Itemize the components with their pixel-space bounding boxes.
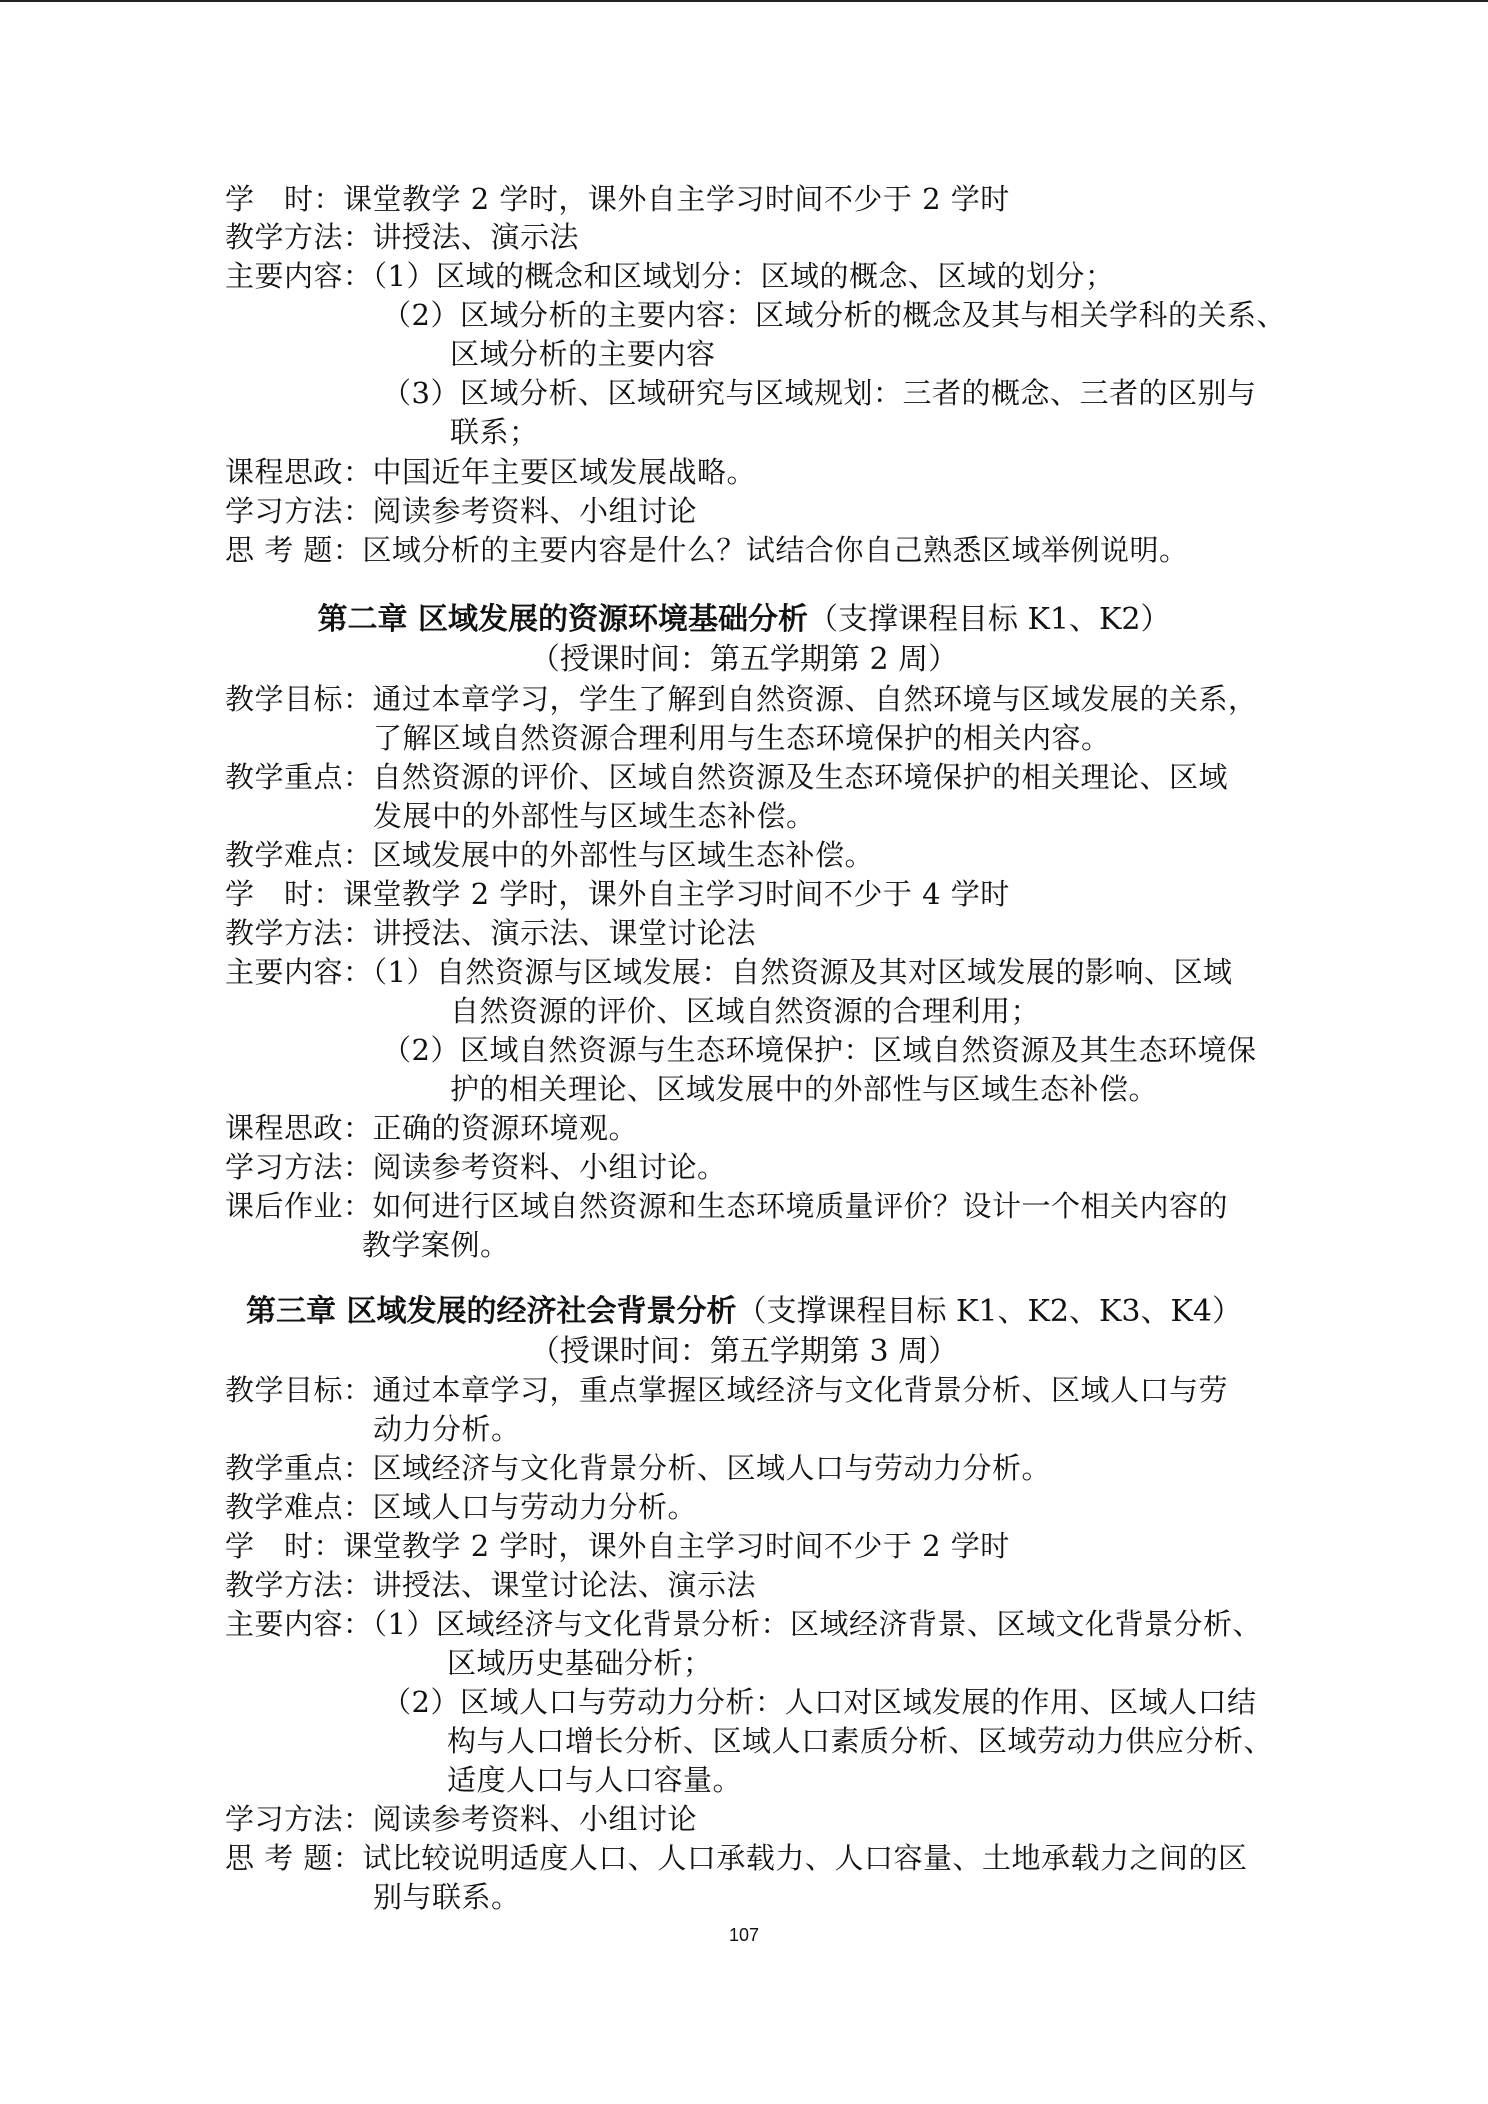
ch2-homework-cont: 教学案例。 — [362, 1228, 510, 1262]
chapter-3-heading — [0, 1292, 1488, 1332]
ch2-key: 教学重点：自然资源的评价、区域自然资源及生态环境保护的相关理论、区域 — [225, 760, 1229, 794]
ch2-content-line: 护的相关理论、区域发展中的外部性与区域生态补偿。 — [450, 1072, 1159, 1106]
ch3-goal: 教学目标：通过本章学习，重点掌握区域经济与文化背景分析、区域人口与劳 — [225, 1373, 1229, 1407]
chapter-2-title: 第二章 区域发展的资源环境基础分析 — [317, 602, 808, 637]
ch2-goal-cont: 了解区域自然资源合理利用与生态环境保护的相关内容。 — [373, 721, 1111, 755]
ch1-question: 思 考 题：区域分析的主要内容是什么？试结合你自己熟悉区域举例说明。 — [225, 533, 1189, 567]
ch2-ideology: 课程思政：正确的资源环境观。 — [225, 1111, 639, 1145]
ch3-study: 学习方法：阅读参考资料、小组讨论 — [225, 1802, 698, 1836]
ch2-homework: 课后作业：如何进行区域自然资源和生态环境质量评价？设计一个相关内容的 — [225, 1189, 1229, 1223]
ch2-study: 学习方法：阅读参考资料、小组讨论。 — [225, 1150, 727, 1184]
ch3-content-line: 主要内容：（1）区域经济与文化背景分析：区域经济背景、区域文化背景分析、 — [225, 1607, 1262, 1641]
ch1-study: 学习方法：阅读参考资料、小组讨论 — [225, 494, 698, 528]
ch1-hours: 学 时：课堂教学 2 学时，课外自主学习时间不少于 2 学时 — [225, 182, 1010, 216]
ch3-content-line: 适度人口与人口容量。 — [447, 1763, 743, 1797]
chapter-3-title: 第三章 区域发展的经济社会背景分析 — [246, 1294, 737, 1329]
ch3-question: 思 考 题：试比较说明适度人口、人口承载力、人口容量、土地承载力之间的区 — [225, 1841, 1248, 1875]
ch3-content-line: 区域历史基础分析； — [447, 1646, 713, 1680]
ch2-content-line: （2）区域自然资源与生态环境保护：区域自然资源及其生态环境保 — [382, 1033, 1257, 1067]
ch3-content-line: 构与人口增长分析、区域人口素质分析、区域劳动力供应分析、 — [447, 1724, 1274, 1758]
ch3-content-line: （2）区域人口与劳动力分析：人口对区域发展的作用、区域人口结 — [382, 1685, 1257, 1719]
page-number: 107 — [728, 1925, 760, 1945]
chapter-3-time: （授课时间：第五学期第 3 周） — [529, 1334, 959, 1369]
ch2-method: 教学方法：讲授法、演示法、课堂讨论法 — [225, 916, 757, 950]
chapter-3-objectives: （支撑课程目标 K1、K2、K3、K4） — [736, 1294, 1242, 1329]
ch2-difficulty: 教学难点：区域发展中的外部性与区域生态补偿。 — [225, 838, 875, 872]
ch3-goal-cont: 动力分析。 — [373, 1412, 521, 1446]
ch1-content-line: 区域分析的主要内容 — [450, 337, 716, 371]
ch2-content-line: 主要内容：（1）自然资源与区域发展：自然资源及其对区域发展的影响、区域 — [225, 955, 1233, 989]
ch2-content-line: 自然资源的评价、区域自然资源的合理利用； — [450, 994, 1041, 1028]
ch1-content-line: 联系； — [450, 415, 539, 449]
ch1-content-line: （3）区域分析、区域研究与区域规划：三者的概念、三者的区别与 — [382, 376, 1257, 410]
ch1-ideology: 课程思政：中国近年主要区域发展战略。 — [225, 455, 757, 489]
ch2-key-cont: 发展中的外部性与区域生态补偿。 — [373, 799, 816, 833]
ch3-hours: 学 时：课堂教学 2 学时，课外自主学习时间不少于 2 学时 — [225, 1529, 1010, 1563]
ch2-goal: 教学目标：通过本章学习，学生了解到自然资源、自然环境与区域发展的关系， — [225, 682, 1258, 716]
chapter-2-time: （授课时间：第五学期第 2 周） — [529, 642, 959, 677]
ch3-question-cont: 别与联系。 — [373, 1880, 521, 1914]
ch3-difficulty: 教学难点：区域人口与劳动力分析。 — [225, 1490, 698, 1524]
ch2-hours: 学 时：课堂教学 2 学时，课外自主学习时间不少于 4 学时 — [225, 877, 1010, 911]
ch1-method: 教学方法：讲授法、演示法 — [225, 220, 580, 254]
ch1-content-line: 主要内容：（1）区域的概念和区域划分：区域的概念、区域的划分； — [225, 259, 1115, 293]
ch3-method: 教学方法：讲授法、课堂讨论法、演示法 — [225, 1568, 757, 1602]
ch3-key: 教学重点：区域经济与文化背景分析、区域人口与劳动力分析。 — [225, 1451, 1052, 1485]
chapter-2-heading — [0, 600, 1488, 640]
ch1-content-line: （2）区域分析的主要内容：区域分析的概念及其与相关学科的关系、 — [382, 298, 1286, 332]
chapter-2-objectives: （支撑课程目标 K1、K2） — [807, 602, 1171, 637]
